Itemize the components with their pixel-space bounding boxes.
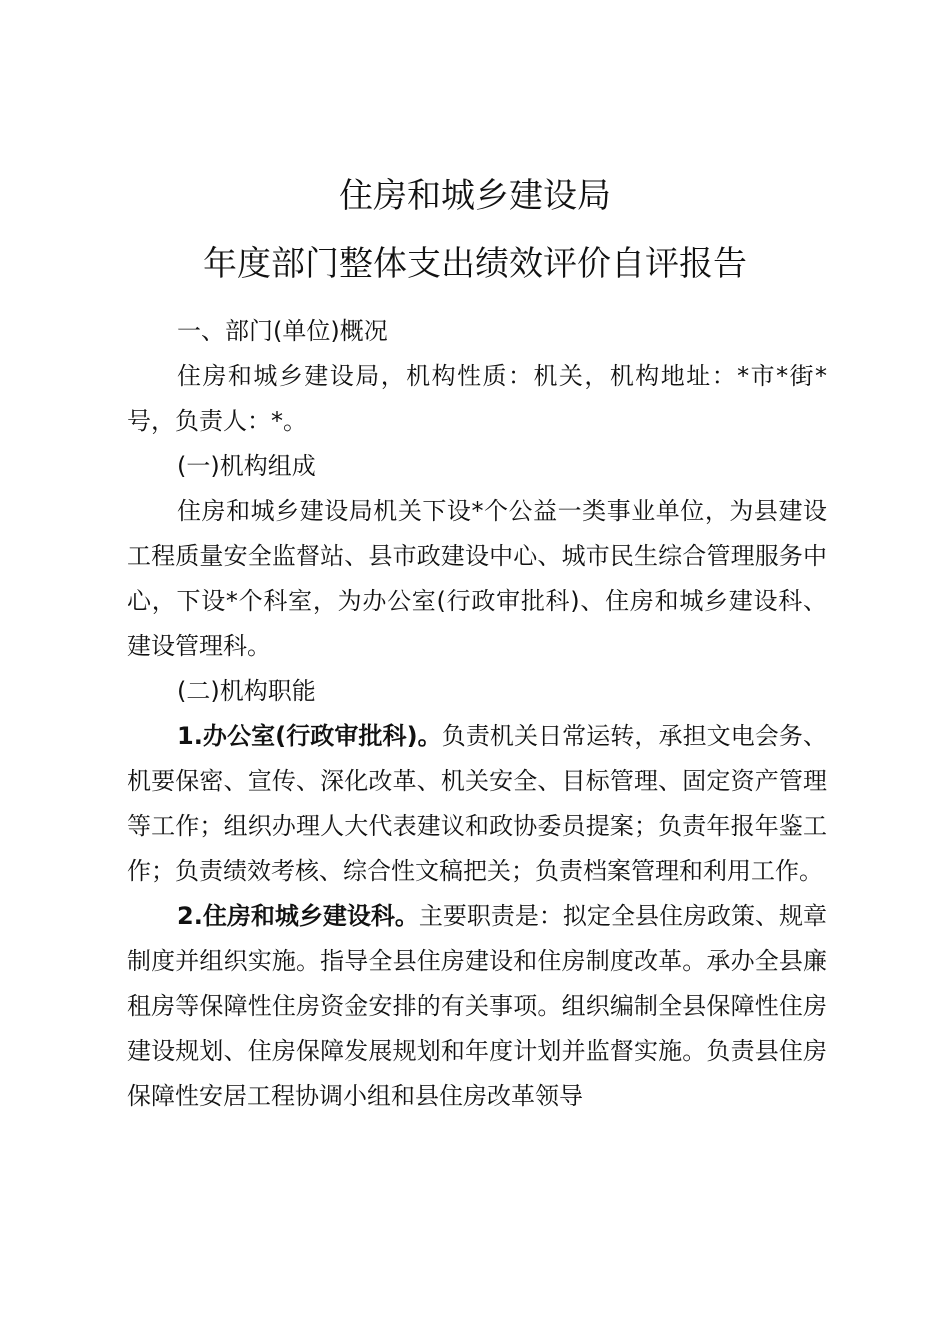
item1-text: 负责机关日常运转，承担文电会务、机要保密、宣传、深化改革、机关安全、目标管理、固定资产管理等工作；组织办理人大代表建议和政协委员提案；负责年报年鉴工作；负责绩效考核、综合性文稿把关；负责档案管理和利用工作。 [127,722,827,885]
sub1-heading: (一)机构组成 [177,452,316,480]
item1-title: 1.办公室(行政审批科)。 [177,722,442,750]
section1-intro: 住房和城乡建设局，机构性质：机关，机构地址：*市*街*号，负责人：*。 [127,362,827,435]
item2-text: 主要职责是：拟定全县住房政策、规章制度并组织实施。指导全县住房建设和住房制度改革。承办全县廉租房等保障性住房资金安排的有关事项。组织编制全县保障性住房建设规划、住房保障发展规划和年度计划并监督实施。负责县住房保障性安居工程协调小组和县住房改革领导 [127,902,827,1110]
item2-paragraph [127,894,827,1119]
item2-title: 2.住房和城乡建设科。 [177,902,419,930]
item1-paragraph [127,714,827,894]
sub2-heading: (二)机构职能 [177,677,316,705]
report-body [127,309,827,1119]
sub1-paragraph: 住房和城乡建设局机关下设*个公益一类事业单位，为县建设工程质量安全监督站、县市政建设中心、城市民生综合管理服务中心，下设*个科室，为办公室(行政审批科)、住房和城乡建设科、建设管理科。 [127,497,827,660]
report-title-line1: 住房和城乡建设局 [339,176,611,216]
section1-heading: 一、部门(单位)概况 [177,317,388,345]
report-title-line2: 年度部门整体支出绩效评价自评报告 [203,244,747,284]
